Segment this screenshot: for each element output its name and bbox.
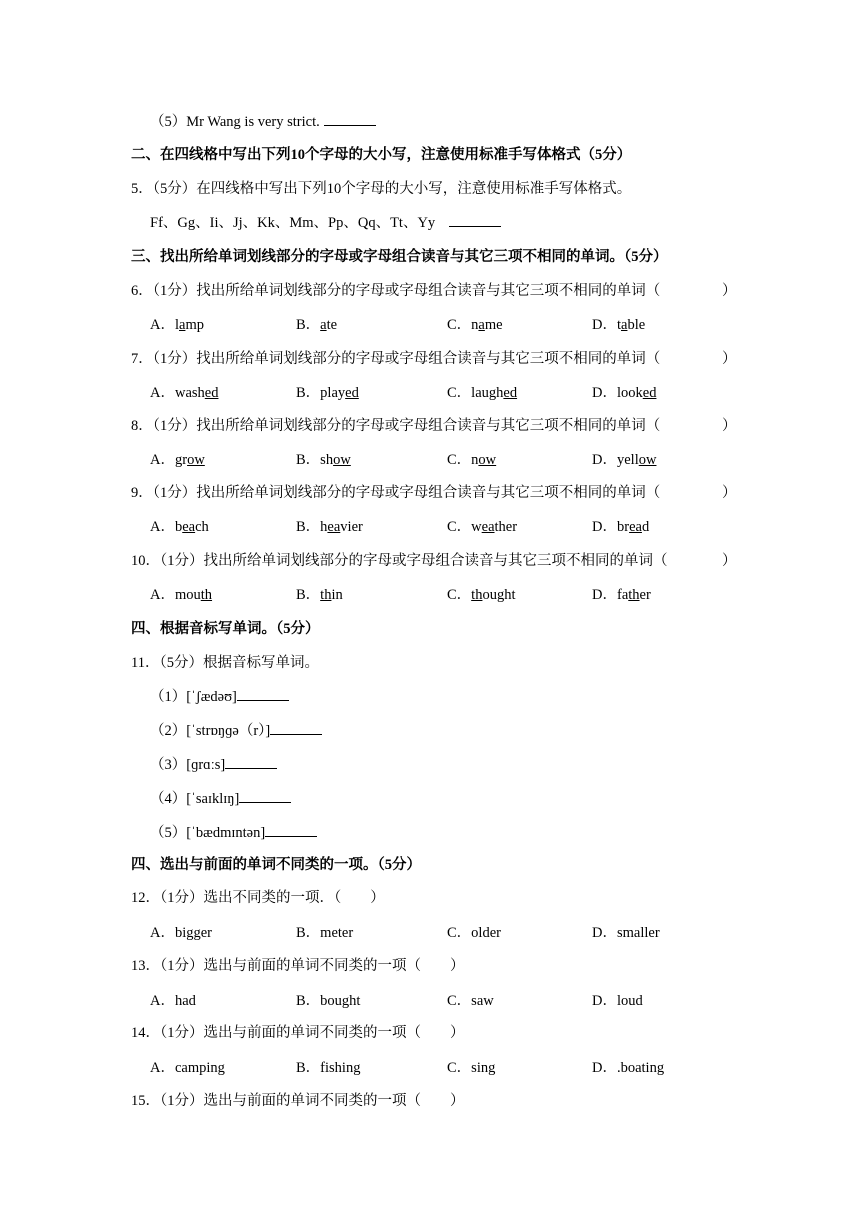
question-stem: 12．（1分）选出不同类的一项．（ ） xyxy=(131,890,385,906)
option-word-end: me xyxy=(484,317,503,333)
option-word-start: n xyxy=(471,452,479,468)
option-underlined-part: ow xyxy=(187,452,205,468)
option-choice[interactable] xyxy=(296,517,363,537)
close-paren: ） xyxy=(722,485,737,501)
option-choice[interactable]: C．older xyxy=(447,925,501,941)
section4a-heading: 四、根据音标写单词。（5分） xyxy=(131,621,320,637)
option-underlined-part: ow xyxy=(478,452,497,468)
option-word-end: ther xyxy=(494,519,518,535)
letters-line xyxy=(150,213,501,233)
option-prefix: D． xyxy=(592,385,617,401)
option-prefix: A． xyxy=(150,385,175,401)
option-underlined-part: ed xyxy=(642,385,657,401)
close-paren: ） xyxy=(722,418,737,434)
phonetic-item xyxy=(150,755,277,775)
option-choice[interactable]: D．smaller xyxy=(592,925,660,941)
option-choice[interactable] xyxy=(150,315,204,335)
option-prefix: A． xyxy=(150,317,175,333)
answer-blank[interactable] xyxy=(265,824,317,837)
section4b-heading: 四、选出与前面的单词不同类的一项。（5分） xyxy=(131,857,421,873)
section2-heading: 二、在四线格中写出下列10个字母的大小写，注意使用标准手写体格式（5分） xyxy=(131,147,632,163)
option-word-start: wash xyxy=(174,385,205,401)
option-prefix: A． xyxy=(150,519,175,535)
phonetic-item xyxy=(150,721,322,741)
option-word-end: er xyxy=(639,587,651,603)
option-word-start: l xyxy=(174,317,180,333)
answer-blank[interactable] xyxy=(270,722,322,735)
option-choice[interactable]: C．saw xyxy=(447,993,494,1009)
option-underlined-part: th xyxy=(628,587,640,603)
question-stem: 8．（1分）找出所给单词划线部分的字母或字母组合读音与其它三项不相同的单词（ xyxy=(131,418,661,434)
option-word-end: ought xyxy=(482,587,516,603)
option-prefix: B． xyxy=(296,452,321,468)
option-choice[interactable]: A．had xyxy=(150,993,196,1009)
option-choice[interactable] xyxy=(592,585,651,605)
option-choice[interactable] xyxy=(150,585,212,605)
question-stem: 10．（1分）找出所给单词划线部分的字母或字母组合读音与其它三项不相同的单词（ xyxy=(131,553,668,569)
option-prefix: D． xyxy=(592,519,617,535)
phonetic-item xyxy=(150,789,291,809)
option-choice[interactable] xyxy=(447,450,496,470)
option-underlined-part: ow xyxy=(638,452,657,468)
option-prefix: B． xyxy=(296,317,321,333)
option-underlined-part: a xyxy=(478,317,485,333)
option-underlined-part: th xyxy=(320,587,332,603)
question-stem: 13．（1分）选出与前面的单词不同类的一项（ ） xyxy=(131,958,465,974)
answer-blank[interactable] xyxy=(237,688,289,701)
phonetic-text: （4）[ˈsaɪklɪŋ] xyxy=(150,791,240,807)
option-choice[interactable]: A．camping xyxy=(150,1060,225,1076)
answer-blank[interactable] xyxy=(449,214,501,227)
option-prefix: C． xyxy=(447,452,472,468)
option-underlined-part: ea xyxy=(481,519,495,535)
answer-blank[interactable] xyxy=(239,790,291,803)
option-word-end: vier xyxy=(340,519,363,535)
option-prefix: A． xyxy=(150,452,175,468)
option-choice[interactable]: B．fishing xyxy=(296,1060,361,1076)
option-word-start: fa xyxy=(616,587,629,603)
option-choice[interactable]: D．loud xyxy=(592,993,643,1009)
option-underlined-part: ea xyxy=(629,519,642,535)
option-word-start: sh xyxy=(320,452,334,468)
option-choice[interactable] xyxy=(447,517,517,537)
option-choice[interactable] xyxy=(447,315,503,335)
option-choice[interactable] xyxy=(592,315,645,335)
option-word-end: ble xyxy=(627,317,646,333)
option-underlined-part: ed xyxy=(204,385,219,401)
question-stem: 6．（1分）找出所给单词划线部分的字母或字母组合读音与其它三项不相同的单词（ xyxy=(131,283,661,299)
phonetic-text: （2）[ˈstrɒŋɡə（r）] xyxy=(150,723,271,739)
option-word-start: yell xyxy=(616,452,639,468)
option-choice[interactable] xyxy=(150,517,209,537)
option-word-end: mp xyxy=(185,317,204,333)
phonetic-text: （3）[ɡrɑːs] xyxy=(150,757,226,773)
option-choice[interactable] xyxy=(296,585,343,605)
option-underlined-part: a xyxy=(320,317,327,333)
option-underlined-part: ow xyxy=(333,452,351,468)
section1-item5-text: （5）Mr Wang is very strict. xyxy=(150,114,320,130)
section1-item5 xyxy=(150,112,376,132)
option-underlined-part: ea xyxy=(327,519,341,535)
option-choice[interactable]: C．sing xyxy=(447,1060,496,1076)
option-word-start: b xyxy=(174,519,183,535)
answer-blank[interactable] xyxy=(324,113,376,126)
close-paren: ） xyxy=(722,283,737,299)
phonetic-text: （1）[ˈʃædəʊ] xyxy=(150,689,237,705)
section3-heading: 三、找出所给单词划线部分的字母或字母组合读音与其它三项不相同的单词。（5分） xyxy=(131,249,668,265)
option-prefix: D． xyxy=(592,452,617,468)
question-stem: 9．（1分）找出所给单词划线部分的字母或字母组合读音与其它三项不相同的单词（ xyxy=(131,485,661,501)
option-prefix: B． xyxy=(296,519,321,535)
question-stem: 7．（1分）找出所给单词划线部分的字母或字母组合读音与其它三项不相同的单词（ xyxy=(131,351,661,367)
option-word-start: n xyxy=(471,317,479,333)
question-11: 11．（5分）根据音标写单词。 xyxy=(131,655,319,671)
option-prefix: D． xyxy=(592,317,617,333)
option-underlined-part: ea xyxy=(182,519,196,535)
answer-blank[interactable] xyxy=(225,756,277,769)
option-word-start: mou xyxy=(174,587,201,603)
option-choice[interactable] xyxy=(150,383,218,403)
option-prefix: D． xyxy=(592,587,617,603)
option-prefix: B． xyxy=(296,587,321,603)
option-word-start: gr xyxy=(174,452,188,468)
option-word-start: w xyxy=(471,519,482,535)
letters-text: Ff、Gg、Ii、Jj、Kk、Mm、Pp、Qq、Tt、Yy xyxy=(150,215,436,231)
option-word-end: in xyxy=(331,587,343,603)
option-word-start: look xyxy=(616,385,643,401)
option-choice[interactable]: B．meter xyxy=(296,925,354,941)
option-word-end: d xyxy=(641,519,650,535)
question-stem: 14．（1分）选出与前面的单词不同类的一项（ ） xyxy=(131,1025,465,1041)
option-choice[interactable] xyxy=(592,450,656,470)
phonetic-item xyxy=(150,823,317,843)
question-stem: 15．（1分）选出与前面的单词不同类的一项（ ） xyxy=(131,1093,465,1109)
option-choice[interactable] xyxy=(150,450,205,470)
option-prefix: C． xyxy=(447,587,472,603)
option-word-start: play xyxy=(320,385,346,401)
phonetic-item xyxy=(150,687,289,707)
option-choice[interactable] xyxy=(296,383,359,403)
question-5: 5．（5分）在四线格中写出下列10个字母的大小写，注意使用标准手写体格式。 xyxy=(131,181,632,197)
option-choice[interactable] xyxy=(592,383,656,403)
option-choice[interactable]: D．.boating xyxy=(592,1060,665,1076)
option-underlined-part: th xyxy=(471,587,483,603)
option-underlined-part: a xyxy=(621,317,628,333)
option-prefix: C． xyxy=(447,519,472,535)
option-underlined-part: ed xyxy=(345,385,359,401)
option-word-end: ch xyxy=(195,519,209,535)
option-prefix: C． xyxy=(447,385,472,401)
option-choice[interactable] xyxy=(592,517,649,537)
option-underlined-part: th xyxy=(200,587,213,603)
option-prefix: C． xyxy=(447,317,472,333)
phonetic-text: （5）[ˈbædmɪntən] xyxy=(150,825,266,841)
option-word-start: h xyxy=(320,519,328,535)
option-word-end: te xyxy=(326,317,338,333)
option-underlined-part: a xyxy=(179,317,186,333)
option-choice[interactable] xyxy=(296,450,351,470)
option-word-start: br xyxy=(616,519,630,535)
close-paren: ） xyxy=(722,351,737,367)
option-choice[interactable]: A．bigger xyxy=(150,925,213,941)
option-prefix: B． xyxy=(296,385,321,401)
option-choice[interactable] xyxy=(447,383,517,403)
option-underlined-part: ed xyxy=(503,385,518,401)
option-prefix: A． xyxy=(150,587,175,603)
option-choice[interactable] xyxy=(296,315,337,335)
option-choice[interactable]: B．bought xyxy=(296,993,361,1009)
option-word-start: laugh xyxy=(471,385,504,401)
close-paren: ） xyxy=(722,553,737,569)
option-word-start: t xyxy=(616,317,622,333)
option-choice[interactable] xyxy=(447,585,515,605)
